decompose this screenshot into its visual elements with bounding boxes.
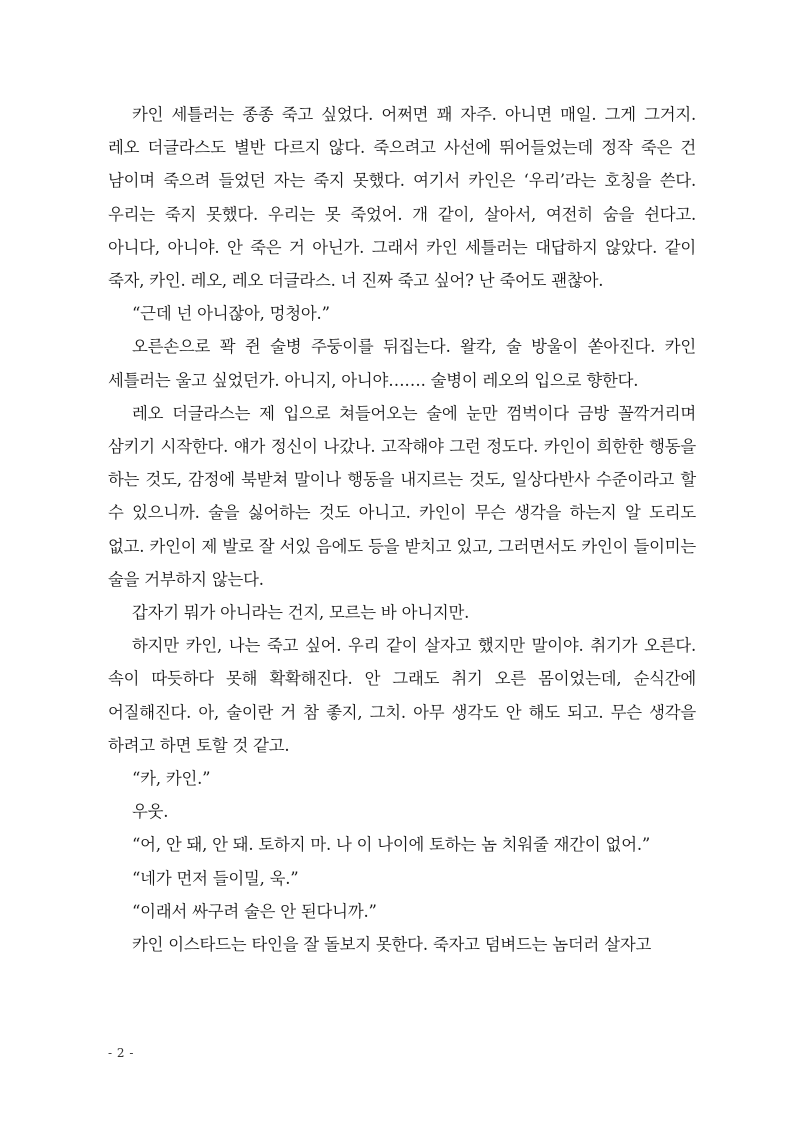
paragraph-6: 하지만 카인, 나는 죽고 싶어. 우리 같이 살자고 했지만 말이야. 취기가 오른다. 속이 따듯하다 못해 확확해진다. 안 그래도 취기 오른 몸이었는데, 순식간에 어질해진다. 아, 술이란 거 참 좋지, 그치. 아무 생각도 안 해도 되고. 무슨 생각을 하려고 하면 토할 것 같고.	[108, 636, 696, 755]
paragraph-12: 카인 이스타드는 타인을 잘 돌보지 못한다. 죽자고 덤벼드는 놈더러 살자고	[132, 935, 652, 955]
paragraph-2: “근데 넌 아니잖아, 멍청아.”	[132, 304, 330, 324]
paragraph-8: 우웃.	[132, 802, 169, 822]
body-text	[108, 98, 696, 961]
page-number: - 2 -	[108, 1046, 134, 1060]
paragraph-9: “어, 안 돼, 안 돼. 토하지 마. 나 이 나이에 토하는 놈 치워줄 재간이 없어.”	[132, 835, 651, 855]
paragraph-10: “네가 먼저 들이밀, 욱.”	[132, 868, 299, 888]
paragraph-4: 레오 더글라스는 제 입으로 쳐들어오는 술에 눈만 껌벅이다 금방 꼴깍거리며 삼키기 시작한다. 얘가 정신이 나갔나. 고작해야 그런 정도다. 카인이 희한한 행동을 하는 것도, 감정에 북받쳐 말이나 행동을 내지르는 것도, 일상다반사 수준이라고 할 수 있으니까. 술을 싫어하는 것도 아니고. 카인이 무슨 생각을 하는지 알 도리도 없고. 카인이 제 발로 잘 서있 음에도 등을 받치고 있고, 그러면서도 카인이 들이미는 술을 거부하지 않는다.	[108, 403, 696, 589]
paragraph-5: 갑자기 뭐가 아니라는 건지, 모르는 바 아니지만.	[132, 603, 470, 623]
paragraph-1: 카인 세틀러는 종종 죽고 싶었다. 어쩌면 꽤 자주. 아니면 매일. 그게 그거지. 레오 더글라스도 별반 다르지 않다. 죽으려고 사선에 뛰어들었는데 정작 죽은 건 남이며 죽으려 들었던 자는 죽지 못했다. 여기서 카인은 ‘우리’라는 호칭을 쓴다. 우리는 죽지 못했다. 우리는 못 죽었어. 개 같이, 살아서, 여전히 숨을 쉰다고. 아니다, 아니야. 안 죽은 거 아닌가. 그래서 카인 세틀러는 대답하지 않았다. 같이 죽자, 카인. 레오, 레오 더글라스. 너 진짜 죽고 싶어? 난 죽어도 괜찮아.	[108, 105, 696, 291]
paragraph-11: “이래서 싸구려 술은 안 된다니까.”	[132, 901, 377, 921]
paragraph-3: 오른손으로 꽉 쥔 술병 주둥이를 뒤집는다. 왈칵, 술 방울이 쏟아진다. 카인 세틀러는 울고 싶었던가. 아니지, 아니야……. 술병이 레오의 입으로 향한다.	[108, 337, 696, 390]
paragraph-7: “카, 카인.”	[132, 769, 211, 789]
